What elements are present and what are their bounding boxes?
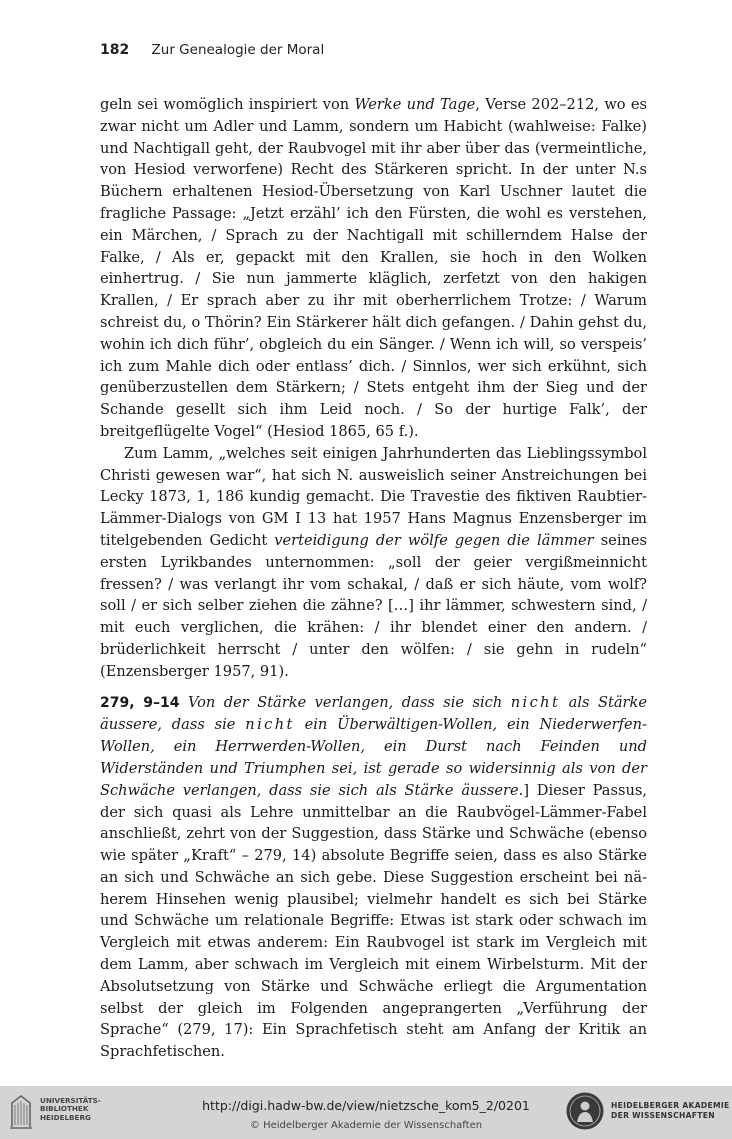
running-title: Zur Genealogie der Moral: [151, 42, 325, 58]
lemma-reference: 279, 9–14: [100, 694, 180, 711]
lemma-segment: ein Überwältigen-Wollen, ein Niederwerfen-Wollen, ein Herrwerden-Wollen, ein Durst nach Feinden und Widerständen und Triumphen sei, ist gerade so widersinnig als von der Schwäche verlangen, dass sie sich als Stärke äussere.: [100, 716, 647, 799]
lemma-emphasis: nicht: [510, 693, 561, 711]
commentary-entry: [100, 692, 647, 1064]
running-header: [100, 42, 324, 58]
academy-name-line: HEIDELBERGER AKADEMIE: [611, 1101, 730, 1110]
paragraph-hesiod: [100, 94, 647, 443]
academy-name-line: DER WISSENSCHAFTEN: [611, 1111, 715, 1120]
copyright-notice: © Heidelberger Akademie der Wissenschaften: [249, 1120, 483, 1131]
text-segment: geln sei womöglich inspiriert von: [100, 96, 355, 113]
commentary-text: ] Dieser Passus, der sich quasi als Lehre unmittelbar an die Raubvögel-Lämmer-Fabel anschließt, zehrt von der Suggestion, dass Stärke und Schwäche (ebenso wie später „Kraft“ – 279, 14) absolute Begriffe seien, dass es also Stärke an sich und Schwäche an sich gebe. Diese Suggestion erscheint bei näherem Hinsehen wenig plausibel; vielmehr handelt es sich bei Stärke und Schwäche um relationale Begriffe: Etwas ist stark oder schwach im Vergleich mit etwas anderem: Ein Raubvogel ist stark im Vergleich mit dem Lamm, aber schwach im Vergleich mit einem Wirbelsturm. Mit der Absolutsetzung von Stärke und Schwäche erliegt die Argumentation selbst der gleich im Folgenden angeprangerten „Verführung der Sprache“ (279, 17): Ein Sprachfetisch steht am Anfang der Kritik an Sprachfetischen.: [100, 781, 647, 1061]
academy-name: [611, 1101, 729, 1121]
permalink-url[interactable]: http://digi.hadw-bw.de/view/nietzsche_kom5_2/0201: [202, 1098, 530, 1113]
poem-title: verteidigung der wölfe gegen die lämmer: [274, 531, 594, 549]
work-title: Werke und Tage: [354, 96, 476, 113]
lemma-emphasis: nicht: [245, 716, 295, 734]
text-segment: seines ersten Lyrikbandes unternommen: „soll der geier vergißmeinnicht fressen? / was verlangt ihr vom schakal, / daß er sich häute, vom wolf? soll / er sich selber ziehen die zähne? […] ihr lämmer, schwestern sind, / mit euch verglichen, die krähen: / ihr blendet einer den andern. / brüderlichkeit herrscht / unter den wölfen: / sie gehn in rudeln“ (Enzensberger 1957, 91).: [100, 531, 648, 680]
lemma-segment: Von der Stärke verlangen, dass sie sich: [187, 693, 511, 711]
academy-seal-icon: [565, 1091, 605, 1131]
paragraph-lamm: [100, 443, 647, 683]
text-segment: , Verse 202–212, wo es zwar nicht um Adler und Lamm, sondern um Habicht (wahlweise: Falke) und Nachtigall geht, der Raubvogel mit ihr aber über das (vermeintliche, von Hesiod verworfene) Recht des Stärkeren spricht. In der unter N.s Büchern erhaltenen Hesiod-Übersetzung von Karl Uschner lautet die fragliche Passage: „Jetzt erzähl’ ich den Fürsten, die wohl es verstehen, ein Märchen, / Sprach zu der Nachtigall mit schillerndem Halse der Falke, / Als er, gepackt mit den Krallen, sie hoch in den Wolken einhertrug. / Sie nun jammerte kläglich, zerfetzt von den hakigen Krallen, / Er sprach aber zu ihr mit oberherrlichem Trotze: / Warum schreist du, o Thörin? Ein Stärkerer hält dich gefangen. / Dahin gehst du, wohin ich dich führ’, obgleich du ein Sänger. / Wenn ich will, so verspeis’ ich zum Mahle dich oder entlass’ dich. / Sinnlos, wer sich erkühnt, sich genüberzustellen dem Stärkern; / Stets entgeht ihm der Sieg und der Schande gesellt sich ihm Leid noch. / So der hurtige Falk’, der breitgeflügelte Vogel“ (Hesiod 1865, 65 f.).: [100, 96, 647, 440]
library-name-line: UNIVERSITÄTS-: [40, 1096, 101, 1105]
page-number: 182: [100, 42, 130, 58]
main-text: [100, 94, 647, 1063]
text-segment: Zum Lamm, „welches seit einigen Jahrhunderten das Lieblingssymbol Christi gewesen war“, hat sich N. ausweislich seiner Anstreichungen bei Lecky 1873, 1, 186 kundig gemacht. Die Travestie des fiktiven Raubtier-Lämmer-Dialogs von GM I 13 hat 1957 Hans Magnus Enzensberger im titelgebenden Gedicht: [100, 444, 647, 549]
library-name-line: HEIDELBERG: [40, 1112, 91, 1122]
library-name-line: BIBLIOTHEK: [40, 1104, 89, 1114]
lemma-segment: als Stärke äussere, dass sie: [100, 693, 648, 734]
digitization-footer: [0, 1086, 732, 1139]
